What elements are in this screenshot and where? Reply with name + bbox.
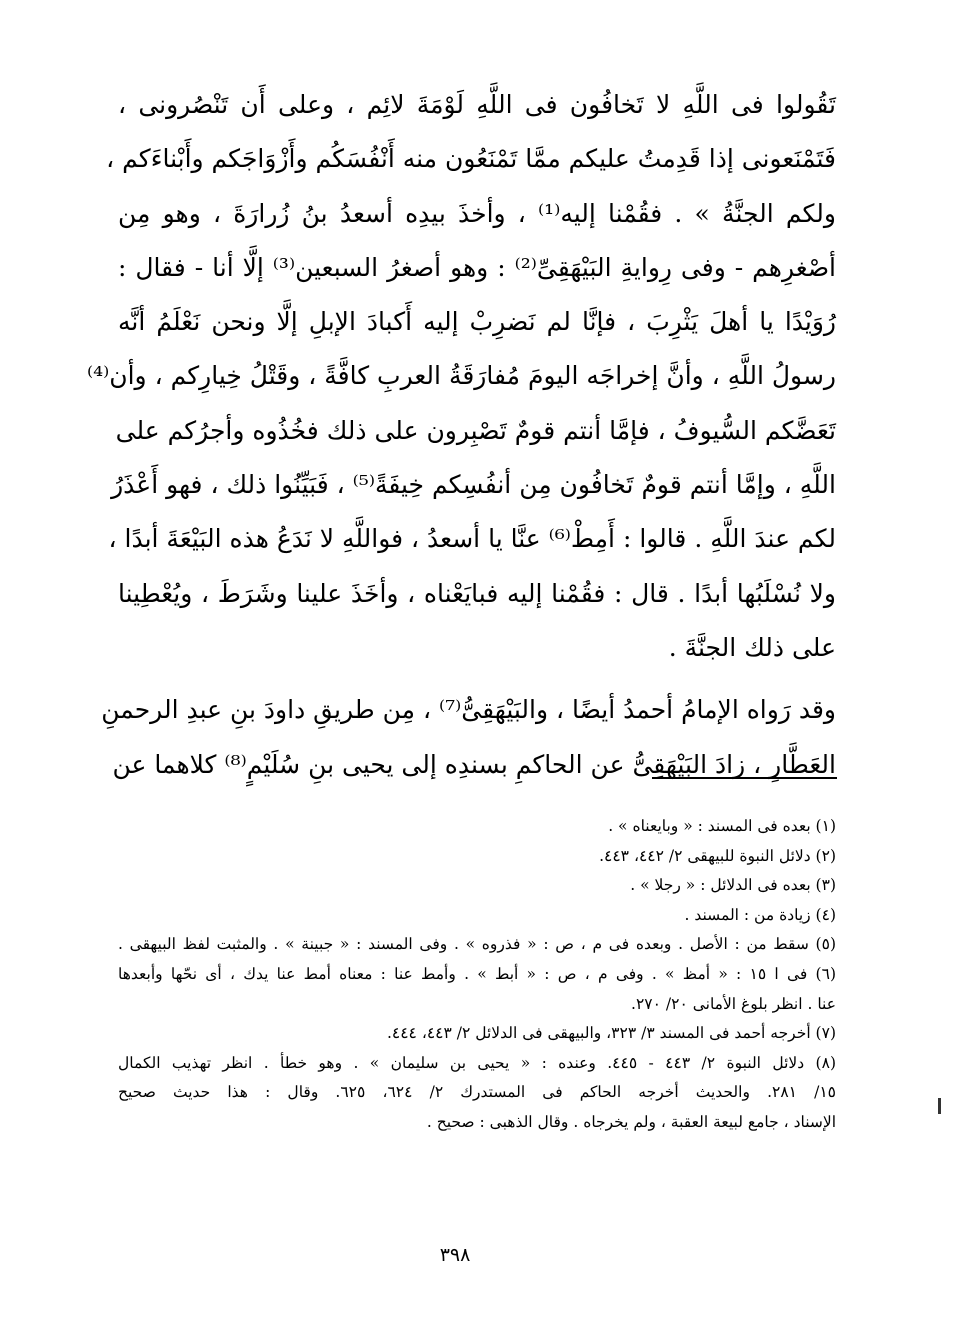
page-number: ٣٩٨ [439,1244,471,1266]
footnotes [118,812,836,1138]
margin-mark [938,1098,941,1114]
footnote-line: ١٥/ ٢٨١. والحديث أخرجه الحاكم فى المستدرك ٢/ ٦٢٤، ٦٢٥. وقال : هذا حديث صحيح [118,1083,836,1102]
text-line: رُوَيْدًا يا أهلَ يَثْرِبَ ، فإنَّا لم نَضرِبْ إليه أَكبادَ الإبلِ إلَّا ونحن نَعْلَمُ أنَّه [118,307,836,337]
text-line: وقد رَواه الإمامُ أحمدُ أيضًا ، والبَيْهَقِىُّ⁽⁷⁾ ، مِن طريقِ داودَ بنِ عبدِ الرحمنِ [101,695,836,725]
text-line: أصْغرِهم - وفى رِوايةِ البَيْهَقِىِّ⁽²⁾ : وهو أصغرُ السبعين⁽³⁾ إلَّا أنا - فقال : [118,252,836,282]
footnote-line: (٢) دلائل النبوة للبيهقى ٢/ ٤٤٢، ٤٤٣. [599,846,836,865]
text-line: ولا نُسْلَبُها أبدًا . قال : فقُمْنا إليه فبايَعْناه ، وأخَذَ علينا وشَرَطَ ، ويُعْطِينا [118,578,836,608]
footnote-line: (٤) زيادة من : المسند . [684,905,836,924]
text-line: رسولُ اللَّهِ ، وأنَّ إخراجَه اليومَ مُفارَقَةُ العربِ كافَّةً ، وقَتْلُ خِيارِكم ، وأن⁽⁴⁾ [86,361,836,391]
footnote-line: (٦) فى ا ١٥ : « أمظ » . وفى م ، ص : « أبط » . وأمط عنا : معناه أمط عنا يدك ، أى نحّها وأبعدها [118,964,836,983]
text-line: لكم عندَ اللَّهِ . قالوا : أَمِطْ⁽⁶⁾ عنَّا يا أسعدُ ، فواللَّهِ لا نَدَعُ هذه البَيْعَةَ أبدًا ، [108,524,836,554]
text-line: تَعَضَّكم السُّيوفُ ، فإمَّا أنتم قومٌ تَصْبِرون على ذلك فخُذُوه وأجرُكم على [115,415,836,445]
text-line: العَطَّارِ ، زادَ البَيْهَقِىُّ عن الحاكمِ بسندِه إلى يحيى بنِ سُلَيْمٍ⁽⁸⁾ كلاهما عن [112,749,836,779]
footnote-line: الإسناد ، جامع لبيعة العقبة ، ولم يخرجاه . وقال الذهبى : صحيح . [426,1112,836,1131]
footnote-line: عنا . انظر بلوغ الأمانى ٢٠/ ٢٧٠. [631,994,836,1013]
text-line: على ذلك الجنَّةَ . [668,632,836,662]
text-line: تَقُولوا فى اللَّهِ لا تَخافُون فى اللَّهِ لَوْمَةَ لائِم ، وعلى أَن تَنْصُرونى ، [118,90,836,119]
footnote-line: (٥) سقط من : الأصل . وبعده فى م ، ص : « فذروه » . وفى المسند : « جبينة » . والمثبت لفظ البيهقى . [118,935,836,954]
text-line: فَتَمْنَعونى إذا قَدِمتُ عليكم ممَّا تَمْنَعُون منه أَنْفُسَكُم وأَزْوَاجَكم وأَبْناءَكم ، [106,144,836,174]
main-text [86,78,837,792]
text-line: اللَّهِ ، وإمَّا أنتم قومٌ تَخافُون مِن أنفُسِكم خِيفَةً⁽⁵⁾ ، فَبَيِّنُوا ذلك ، فهو أَعْذَرُ [111,470,836,500]
footnote-line: (٨) دلائل النبوة ٢/ ٤٤٣ - ٤٤٥. وعنده : « يحيى بن سليمان » . وهو خطأ . انظر تهذيب الكمال [118,1053,836,1072]
footnote-divider [652,777,837,779]
text-line: ولكم الجنَّةُ » . فقُمْنا إليه⁽¹⁾ ، وأخذَ بيدِه أسعدُ بنُ زُرارَةَ ، وهو مِن [118,198,837,228]
footnote-line: (٧) أخرجه أحمد فى المسند ٣/ ٣٢٣، والبيهقى فى الدلائل ٢/ ٤٤٣، ٤٤٤. [386,1024,836,1043]
footnote-line: (٣) بعده فى الدلائل : « رجلا » . [630,876,836,895]
footnote-line: (١) بعده فى المسند : « وبايعناه » . [608,817,836,835]
